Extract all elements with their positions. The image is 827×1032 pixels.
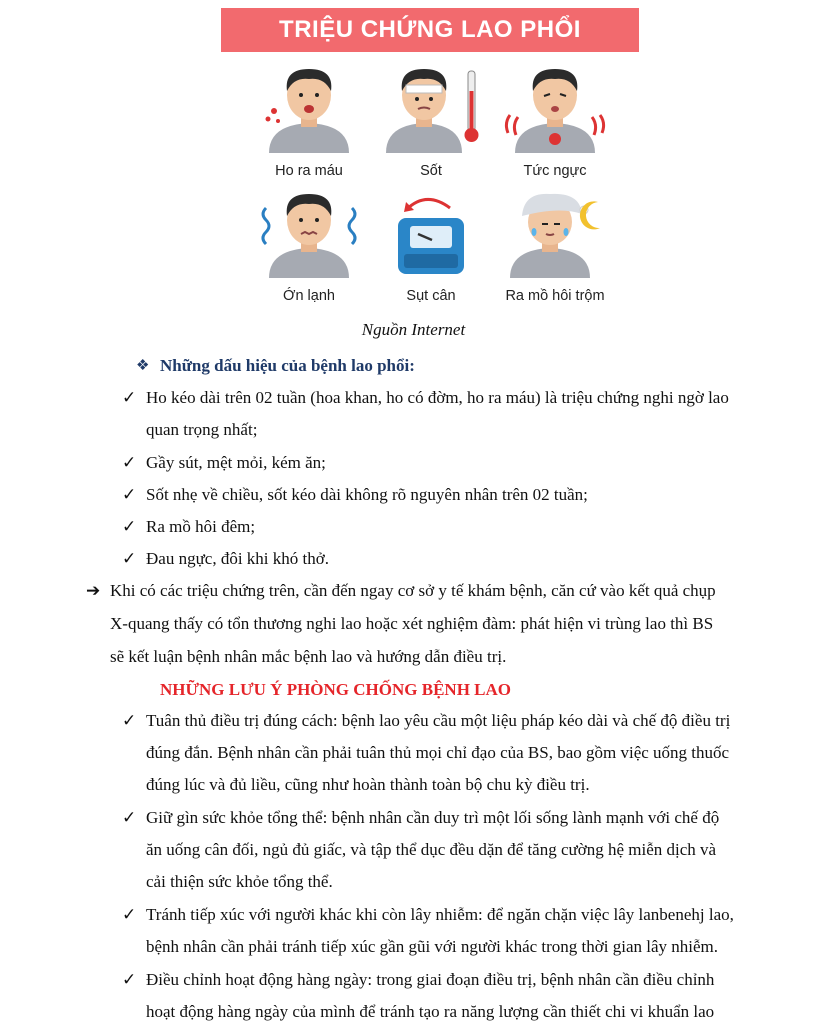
prevention-item-cont: đúng đắn. Bệnh nhân cần phải tuân thủ mọi chỉ đạo của BS, bao gồm việc uống thuốc [146, 743, 730, 762]
symptom-night-sweats [495, 188, 615, 308]
sign-item: Sốt nhẹ về chiều, sốt kéo dài không rõ nguyên nhân trên 02 tuần; [146, 485, 588, 504]
check-icon: ✓ [122, 808, 137, 827]
check-icon: ✓ [122, 549, 137, 568]
scale-icon [376, 188, 486, 278]
night-sweat-person-icon [500, 188, 610, 278]
prevention-item-cont: ăn uống cân đối, ngủ đủ giấc, và tập thể dục đều dặn để tăng cường hệ miễn dịch và [146, 840, 717, 859]
sign-item: Gầy sút, mệt mỏi, kém ăn; [146, 453, 326, 472]
symptom-label: Ho ra máu [275, 163, 343, 179]
sign-item: Ra mồ hôi đêm; [146, 517, 256, 536]
prevention-item: Điều chỉnh hoạt động hàng ngày: trong giai đoạn điều trị, bệnh nhân cần điều chỉnh [146, 970, 715, 989]
conclusion-line: X-quang thấy có tổn thương nghi lao hoặc xét nghiệm đàm: phát hiện vi trùng lao thì BS [110, 614, 714, 633]
symptom-cough-blood [249, 63, 369, 183]
prevention-item: Tránh tiếp xúc với người khác khi còn lây nhiễm: để ngăn chặn việc lây lanbenehj lao, [146, 905, 734, 924]
infographic-title: TRIỆU CHỨNG LAO PHỔI [221, 8, 639, 52]
prevention-item-cont: hoạt động hàng ngày của mình để tránh tạo ra năng lượng cần thiết chi vi khuẩn lao [146, 1002, 715, 1021]
prevention-item-cont: cải thiện sức khỏe tổng thể. [146, 872, 333, 891]
cough-person-icon [254, 63, 364, 153]
symptom-label: Ra mồ hôi trộm [505, 288, 605, 304]
symptom-chills [249, 188, 369, 308]
check-icon: ✓ [122, 970, 137, 989]
symptom-weight-loss [371, 188, 491, 308]
symptom-label: Tức ngực [523, 163, 587, 179]
check-icon: ✓ [122, 905, 137, 924]
sign-item-cont: quan trọng nhất; [146, 420, 258, 439]
conclusion-line: Khi có các triệu chứng trên, cần đến ngay cơ sở y tế khám bệnh, căn cứ vào kết quả chụp [110, 581, 716, 600]
check-icon: ✓ [122, 388, 137, 407]
diamond-bullet-icon: ❖ [136, 358, 150, 374]
symptom-chest-tightness [495, 63, 615, 183]
arrow-right-icon: ➔ [86, 581, 101, 600]
check-icon: ✓ [122, 711, 137, 730]
fever-person-icon [376, 63, 486, 153]
symptom-label: Sụt cân [406, 288, 456, 304]
prevention-item-cont: đúng lúc và đủ liều, cũng như hoàn thành toàn bộ chu kỳ điều trị. [146, 775, 590, 794]
prevention-item-cont: bệnh nhân cần phải tránh tiếp xúc gần gũi với người khác trong thời gian lây nhiễm. [146, 937, 719, 956]
symptom-infographic [219, 8, 639, 313]
prevention-item: Giữ gìn sức khỏe tổng thể: bệnh nhân cần duy trì một lối sống lành mạnh với chế độ [146, 808, 720, 827]
image-caption: Nguồn Internet [361, 320, 466, 339]
prevention-item: Tuân thủ điều trị đúng cách: bệnh lao yêu cầu một liệu pháp kéo dài và chế độ điều trị [146, 711, 731, 730]
conclusion-line: sẽ kết luận bệnh nhân mắc bệnh lao và hướng dẫn điều trị. [110, 647, 507, 666]
symptom-label: Sốt [420, 163, 442, 179]
prevention-heading: NHỮNG LƯU Ý PHÒNG CHỐNG BỆNH LAO [160, 680, 512, 699]
symptom-fever [371, 63, 491, 183]
chills-person-icon [254, 188, 364, 278]
check-icon: ✓ [122, 453, 137, 472]
signs-heading: Những dấu hiệu của bệnh lao phổi: [160, 356, 415, 375]
sign-item: Ho kéo dài trên 02 tuần (hoa khan, ho có đờm, ho ra máu) là triệu chứng nghi ngờ lao [146, 388, 729, 407]
chest-pain-person-icon [500, 63, 610, 153]
sign-item: Đau ngực, đôi khi khó thở. [146, 549, 329, 568]
symptom-label: Ớn lạnh [283, 288, 335, 304]
check-icon: ✓ [122, 517, 137, 536]
check-icon: ✓ [122, 485, 137, 504]
